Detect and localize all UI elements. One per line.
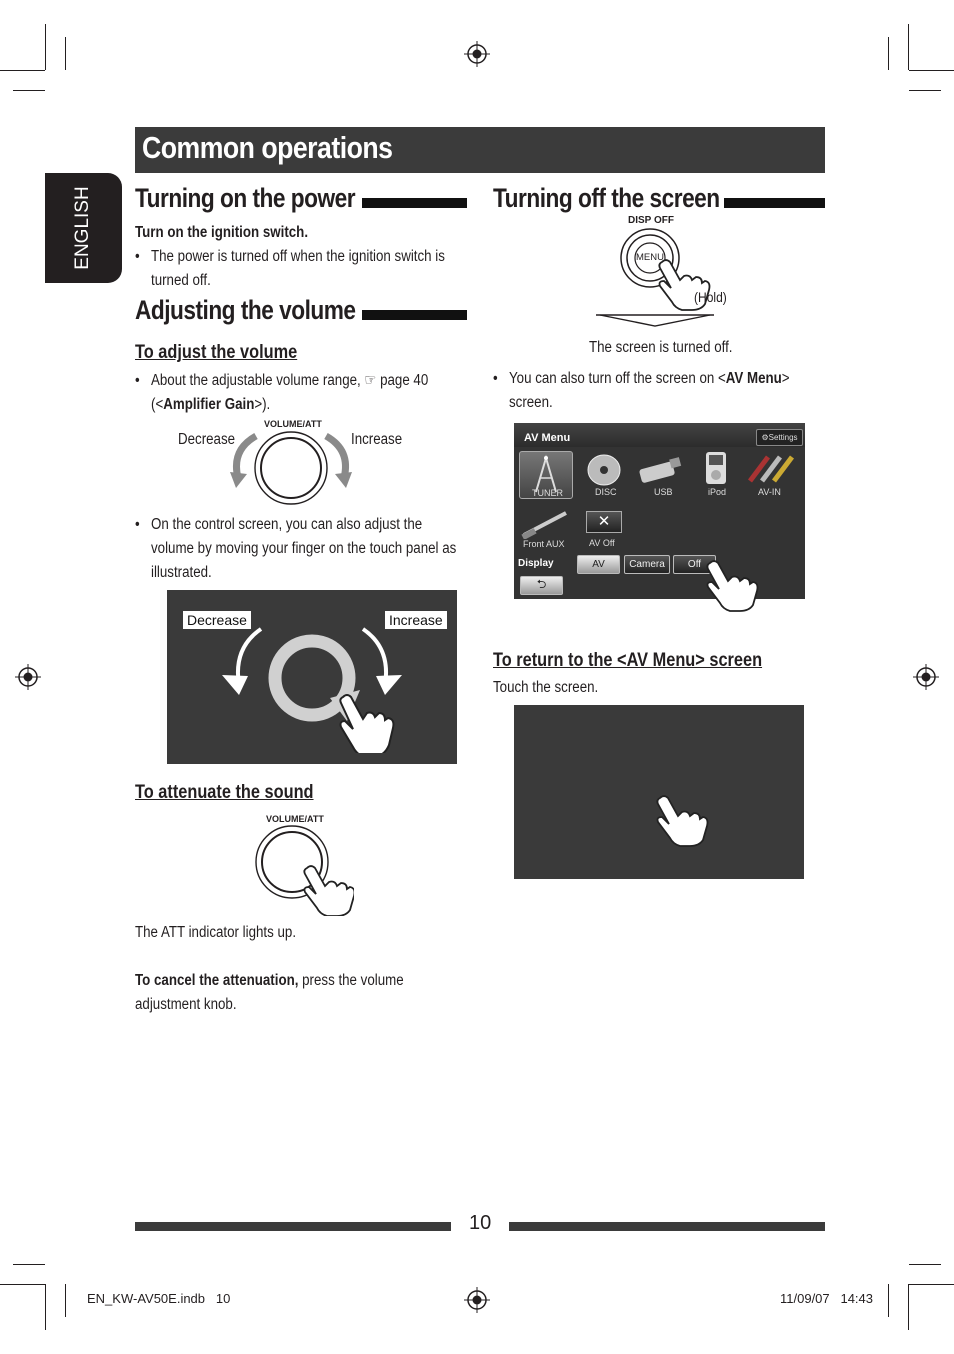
crop-mark bbox=[909, 90, 941, 91]
icon-label-ipod: iPod bbox=[708, 487, 727, 497]
crop-mark bbox=[13, 1264, 45, 1265]
att-knob-press-icon bbox=[254, 824, 354, 916]
menu-button-label: MENU bbox=[636, 252, 664, 263]
display-av-button[interactable]: AV bbox=[577, 555, 620, 574]
registration-mark-icon bbox=[913, 664, 939, 690]
section-heading-volume: Adjusting the volume bbox=[135, 295, 356, 325]
power-step: Turn on the ignition switch. bbox=[135, 224, 309, 241]
registration-mark-icon bbox=[464, 1287, 490, 1313]
crop-mark bbox=[888, 37, 889, 70]
icon-label-front-aux: Front AUX bbox=[523, 539, 565, 549]
disp-off-label: DISP OFF bbox=[628, 215, 674, 226]
bullet-dot: • bbox=[135, 248, 140, 265]
page-number: 10 bbox=[469, 1212, 492, 1234]
touch-increase-label: Increase bbox=[385, 611, 447, 629]
icon-label-disc: DISC bbox=[595, 487, 617, 497]
knob-label: VOLUME/ATT bbox=[264, 419, 322, 429]
settings-button[interactable]: ⚙Settings bbox=[756, 429, 803, 446]
back-button[interactable]: ⮌ bbox=[520, 576, 563, 595]
decrease-label: Decrease bbox=[178, 431, 236, 448]
subheading-adjust-volume: To adjust the volume bbox=[135, 342, 298, 363]
hand-pointer-icon bbox=[702, 559, 762, 615]
crop-mark bbox=[908, 1284, 909, 1330]
disc-icon[interactable] bbox=[586, 453, 622, 487]
slug-date: 11/09/07 14:43 bbox=[780, 1291, 874, 1306]
volume-knob-icon bbox=[226, 428, 356, 508]
av-in-cables-icon[interactable] bbox=[746, 451, 796, 485]
heading-rule bbox=[362, 198, 467, 208]
subheading-return-av-menu: To return to the <AV Menu> screen bbox=[493, 650, 763, 671]
icon-label-usb: USB bbox=[654, 487, 673, 497]
icon-label-tuner: TUNER bbox=[532, 488, 563, 498]
icon-label-av-in: AV-IN bbox=[758, 487, 781, 497]
crop-mark bbox=[0, 70, 45, 71]
crop-mark bbox=[45, 24, 46, 70]
section-heading-screen-off: Turning off the screen bbox=[493, 183, 720, 213]
registration-mark-icon bbox=[464, 41, 490, 67]
touch-panel-screen[interactable] bbox=[167, 590, 457, 764]
touch-decrease-label: Decrease bbox=[183, 611, 251, 629]
footer-bar-left bbox=[135, 1222, 451, 1231]
att-knob-label: VOLUME/ATT bbox=[266, 814, 324, 824]
heading-rule bbox=[362, 310, 467, 320]
bullet-dot: • bbox=[135, 516, 140, 533]
volume-bullet2-line: volume by moving your finger on the touch panel as bbox=[151, 540, 457, 557]
av-menu-title: AV Menu bbox=[524, 432, 571, 444]
increase-label: Increase bbox=[351, 431, 403, 448]
display-camera-button[interactable]: Camera bbox=[624, 555, 670, 574]
volume-bullet2-line: illustrated. bbox=[151, 564, 212, 581]
crop-mark bbox=[45, 1284, 46, 1330]
hold-label: (Hold) bbox=[694, 289, 727, 305]
menu-button-hold-icon bbox=[596, 228, 721, 328]
crop-mark bbox=[909, 1284, 954, 1285]
page-title: Common operations bbox=[142, 130, 393, 165]
power-bullet-line: turned off. bbox=[151, 272, 211, 289]
blank-screen[interactable] bbox=[514, 705, 804, 879]
display-label: Display bbox=[518, 558, 554, 569]
return-instruction: Touch the screen. bbox=[493, 679, 599, 696]
amplifier-gain-term: Amplifier Gain bbox=[163, 396, 255, 413]
footer-bar-right bbox=[509, 1222, 825, 1231]
screen-off-result: The screen is turned off. bbox=[589, 339, 733, 356]
cancel-att-line1: To cancel the attenuation, press the volume bbox=[135, 972, 404, 989]
crop-mark bbox=[13, 90, 45, 91]
crop-mark bbox=[908, 24, 909, 70]
usb-icon[interactable] bbox=[638, 455, 686, 485]
rotate-gesture-icon bbox=[217, 623, 412, 753]
bullet-dot: • bbox=[135, 372, 140, 389]
crop-mark bbox=[65, 1284, 66, 1317]
screen-off-bullet-line2: screen. bbox=[509, 394, 553, 411]
icon-label-av-off: AV Off bbox=[589, 538, 615, 548]
language-tab-label: ENGLISH bbox=[72, 186, 93, 270]
crop-mark bbox=[888, 1284, 889, 1317]
subheading-attenuate: To attenuate the sound bbox=[135, 782, 314, 803]
crop-mark bbox=[0, 1284, 45, 1285]
bullet-dot: • bbox=[493, 370, 498, 387]
screen-off-bullet-line1: You can also turn off the screen on <AV Menu> bbox=[509, 370, 790, 387]
att-result: The ATT indicator lights up. bbox=[135, 924, 297, 941]
page-title-bar bbox=[135, 127, 825, 173]
section-heading-power: Turning on the power bbox=[135, 183, 356, 213]
display-off-button[interactable]: Off bbox=[673, 555, 716, 574]
language-tab bbox=[45, 173, 122, 283]
av-menu-screen bbox=[514, 423, 805, 599]
volume-bullet2-line: On the control screen, you can also adjust the bbox=[151, 516, 423, 533]
ipod-icon[interactable] bbox=[705, 451, 727, 485]
slug-file: EN_KW-AV50E.indb 10 bbox=[87, 1291, 231, 1306]
heading-rule bbox=[724, 198, 825, 208]
crop-mark bbox=[65, 37, 66, 70]
cancel-att-line2: adjustment knob. bbox=[135, 996, 237, 1013]
registration-mark-icon bbox=[15, 664, 41, 690]
crop-mark bbox=[909, 70, 954, 71]
hand-pointer-icon bbox=[652, 794, 712, 850]
av-off-button[interactable]: ✕ bbox=[586, 511, 622, 533]
volume-bullet1-line2: (<Amplifier Gain>). bbox=[151, 396, 271, 413]
power-bullet-line: The power is turned off when the ignition switch is bbox=[151, 248, 445, 265]
front-aux-plug-icon[interactable] bbox=[520, 509, 570, 539]
volume-bullet1-line1: About the adjustable volume range, ☞ page 40 bbox=[151, 372, 429, 389]
crop-mark bbox=[909, 1264, 941, 1265]
